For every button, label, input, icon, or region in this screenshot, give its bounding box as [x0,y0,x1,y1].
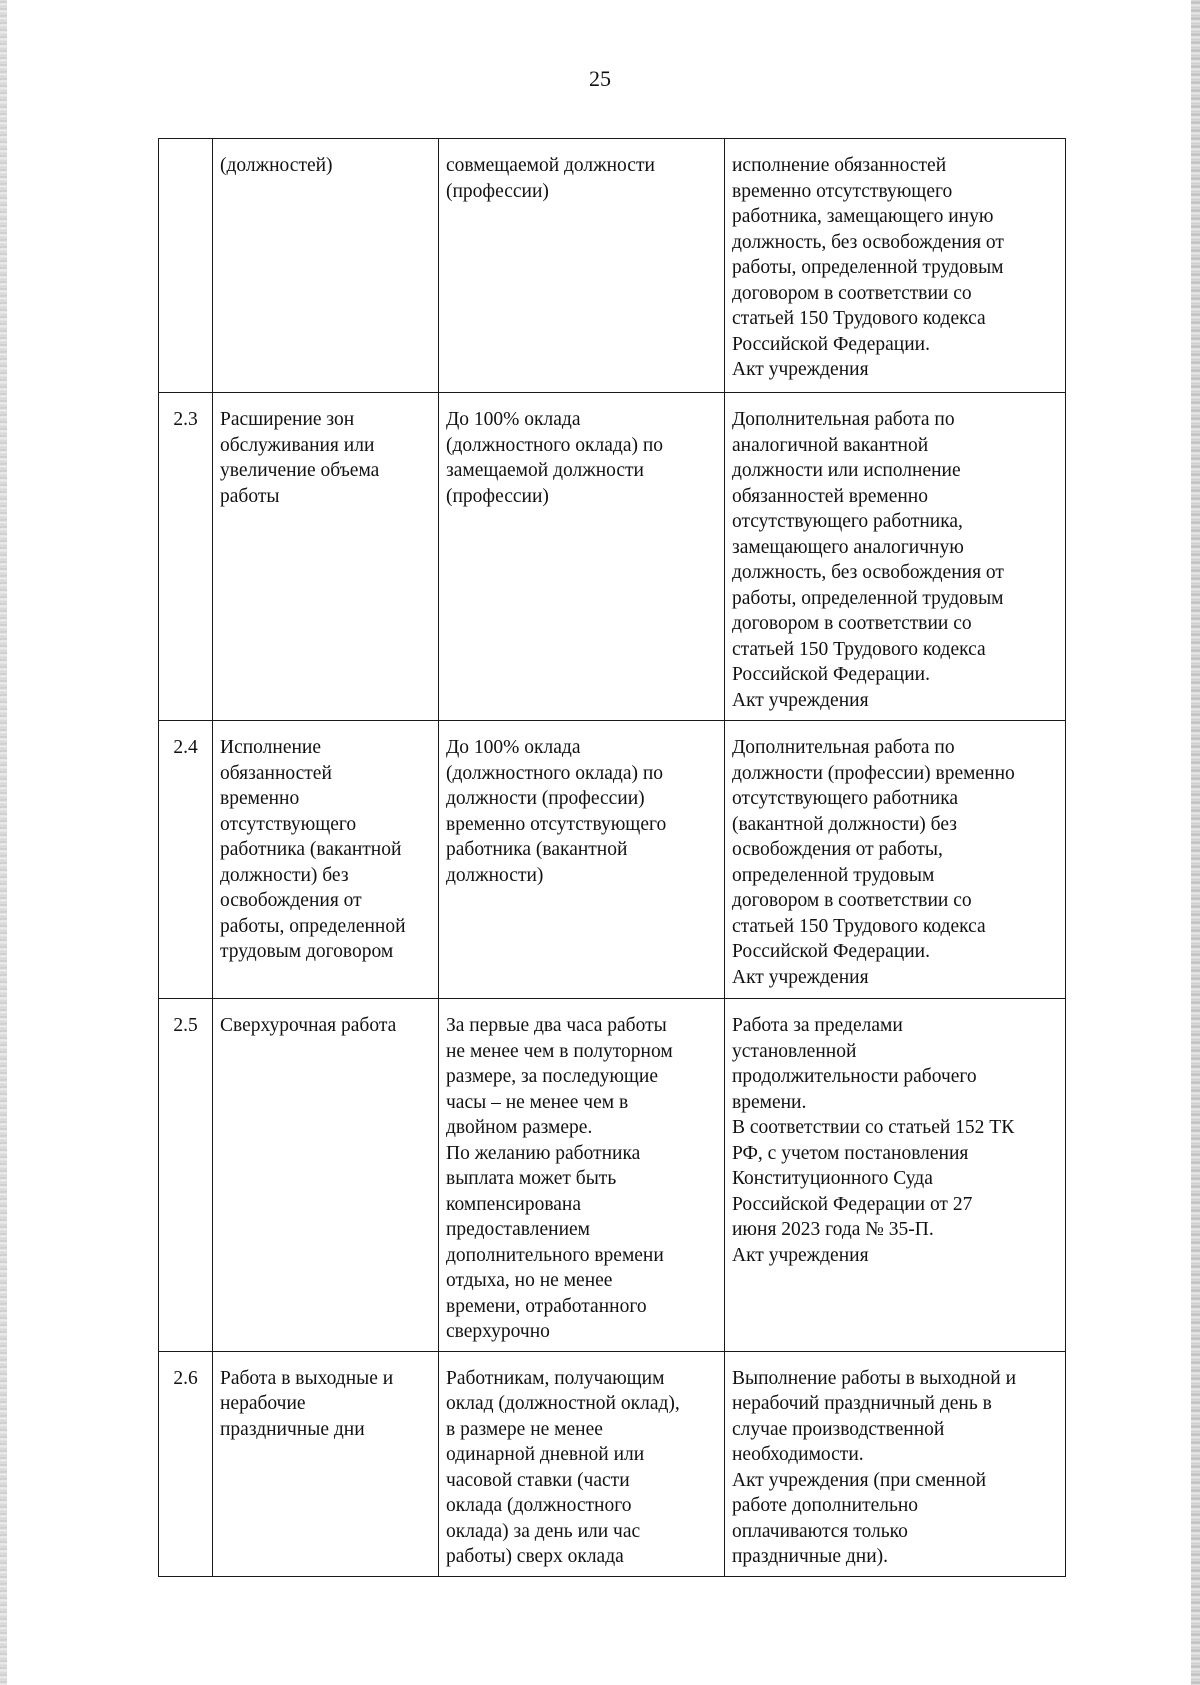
payment-amount-cell: совмещаемой должности (профессии) [439,139,725,393]
table-row [159,1351,1066,1576]
payment-basis-cell: Работа за пределами установленной продолжительности рабочего времени. В соответствии со статьей 152 ТК РФ, с учетом постановления Конституционного Суда Российской Федерации от 27 июня 2023 года № 35-П. Акт учреждения [725,999,1066,1352]
payments-table [158,138,1066,1577]
scan-edge-right [1191,0,1200,1685]
row-number-cell: 2.3 [159,393,213,721]
payment-amount-cell: До 100% оклада (должностного оклада) по замещаемой должности (профессии) [439,393,725,721]
table-row [159,393,1066,721]
payment-name-cell: Сверхурочная работа [213,999,439,1352]
table-row [159,999,1066,1352]
payment-basis-cell: исполнение обязанностей временно отсутствующего работника, замещающего иную должность, без освобождения от работы, определенной трудовым договором в соответствии со статьей 150 Трудового кодекса Российской Федерации. Акт учреждения [725,139,1066,393]
row-number-cell: 2.4 [159,721,213,999]
scan-edge-left [0,0,7,1685]
payment-name-cell: Расширение зон обслуживания или увеличение объема работы [213,393,439,721]
payment-basis-cell: Дополнительная работа по аналогичной вакантной должности или исполнение обязанностей временно отсутствующего работника, замещающего аналогичную должность, без освобождения от работы, определенной трудовым договором в соответствии со статьей 150 Трудового кодекса Российской Федерации. Акт учреждения [725,393,1066,721]
payment-name-cell: Исполнение обязанностей временно отсутствующего работника (вакантной должности) без освобождения от работы, определенной трудовым договором [213,721,439,999]
page-number: 25 [589,66,611,91]
payment-amount-cell: До 100% оклада (должностного оклада) по должности (профессии) временно отсутствующего работника (вакантной должности) [439,721,725,999]
row-number-cell: 2.5 [159,999,213,1352]
payment-amount-cell: Работникам, получающим оклад (должностной оклад), в размере не менее одинарной дневной или часовой ставки (части оклада (должностного оклада) за день или час работы) сверх оклада [439,1351,725,1576]
table-row [159,139,1066,393]
payment-basis-cell: Дополнительная работа по должности (профессии) временно отсутствующего работника (вакантной должности) без освобождения от работы, определенной трудовым договором в соответствии со статьей 150 Трудового кодекса Российской Федерации. Акт учреждения [725,721,1066,999]
row-number-cell [159,139,213,393]
payment-basis-cell: Выполнение работы в выходной и нерабочий праздничный день в случае производственной необходимости. Акт учреждения (при сменной работе дополнительно оплачиваются только праздничные дни). [725,1351,1066,1576]
payment-name-cell: Работа в выходные и нерабочие праздничные дни [213,1351,439,1576]
payment-name-cell: (должностей) [213,139,439,393]
table-row [159,721,1066,999]
payment-amount-cell: За первые два часа работы не менее чем в полуторном размере, за последующие часы – не менее чем в двойном размере. По желанию работника выплата может быть компенсирована предоставлением дополнительного времени отдыха, но не менее времени, отработанного сверхурочно [439,999,725,1352]
row-number-cell: 2.6 [159,1351,213,1576]
